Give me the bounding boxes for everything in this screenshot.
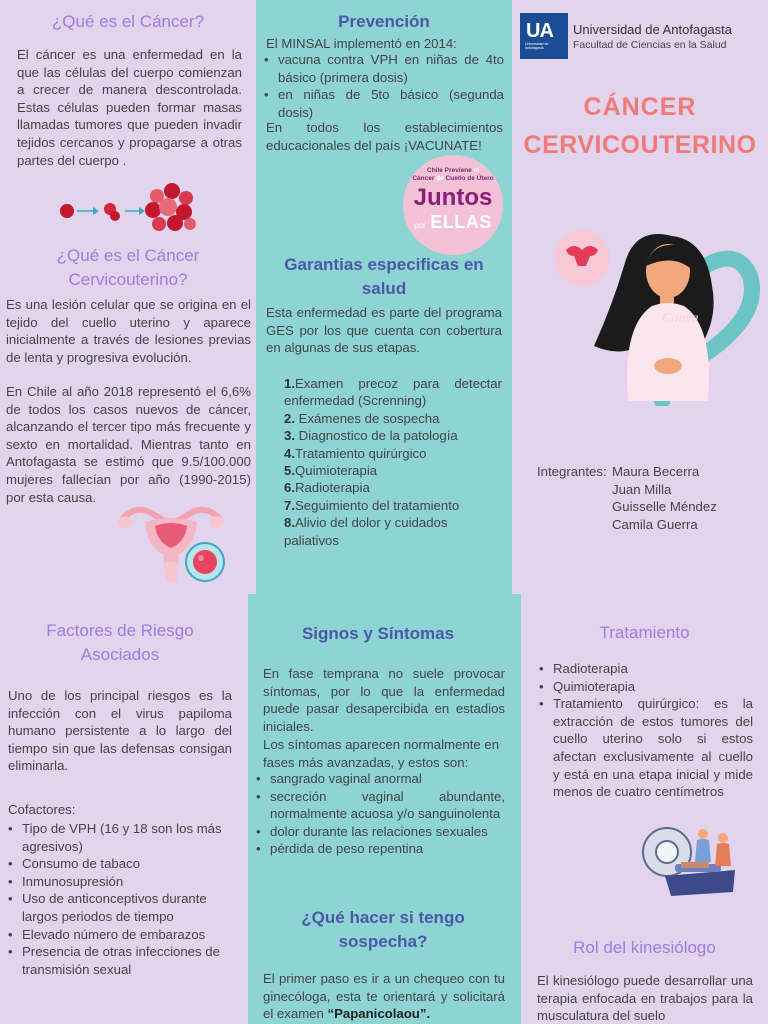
list-item: • dolor durante las relaciones sexuales (248, 823, 505, 841)
members-label: Integrantes: (537, 464, 607, 479)
badge-line-2: Cáncer de Cuello de Útero (412, 175, 494, 182)
ges-stages-list (268, 375, 502, 549)
list-item: 8.Alivio del dolor y cuidados paliativos (284, 515, 448, 548)
treatment-list (531, 660, 753, 801)
panel-prevention (256, 0, 512, 594)
kinesiologist-text: El kinesiólogo puede desarrollar una terapia enfocada en trabajos para la musculatura del suelo (537, 973, 753, 1024)
heading-ges-guarantees: Garantias especificas en salud (284, 255, 484, 298)
uterus-illustration (115, 500, 227, 588)
heading-what-is-cancer: ¿Qué es el Cáncer? (51, 12, 205, 31)
symptoms-list (248, 770, 505, 858)
list-item: • Tipo de VPH (16 y 18 son los más agresivos) (0, 820, 222, 855)
list-item: • Inmunosupresión (0, 873, 222, 891)
panel-risk-factors (0, 594, 248, 1024)
member-name: Maura Becerra (612, 464, 700, 479)
symptoms-early-text: En fase temprana no suele provocar síntomas, por lo que la enfermedad puede pasar desapercibida en estadios iniciales. (263, 666, 505, 734)
list-item: 6.Radioterapia (284, 480, 370, 496)
university-logo: UA Universidad de Antofagasta (520, 13, 568, 59)
list-item: • Uso de anticonceptivos durante largos periodos de tiempo (0, 890, 222, 925)
what-to-do-text: El primer paso es ir a un chequeo con tu ginecóloga, esta te orientará y solicitará el examen “Papanicolaou”. (263, 971, 505, 1022)
panel-cover (512, 0, 768, 594)
cancer-intro-text: El cáncer es una enfermedad en la que las células del cuerpo comienzan a crecer de manera descontrolada. Estas células pueden formar masas llamadas tumores que pueden invadir tejidos cercanos y propagarse a otras partes del cuerpo . (17, 47, 242, 168)
list-item: • pérdida de peso repentina (248, 840, 505, 858)
list-item: 5.Quimioterapia (284, 463, 378, 479)
svg-text:Canva: Canva (662, 311, 699, 326)
prevention-lead: El MINSAL implementó en 2014: (266, 36, 457, 51)
heading-what-is-cervical-cancer: ¿Qué es el Cáncer Cervicouterino? (56, 246, 200, 289)
heading-signs-symptoms: Signos y Síntomas (301, 624, 455, 643)
panel-what-is-cancer (0, 0, 256, 594)
panel-symptoms (248, 594, 521, 1024)
badge-line-1: Chile Previene el (426, 167, 480, 174)
cervical-cancer-stats: En Chile al año 2018 representó el 6,6% de todos los casos nuevos de cáncer, alcanzando el tercer tipo más frecuente y sexto en mortalidad. Mientras tanto en Antofagasta se estimó que 9.5/100.000 mujeres fallecían por año (1990-2015) por esta causa. (6, 384, 251, 505)
list-item: 3. Diagnostico de la patología (284, 428, 458, 444)
university-name: Universidad de Antofagasta (573, 22, 732, 37)
heading-risk-factors: Factores de Riesgo Asociados (46, 621, 194, 664)
title-line-1: CÁNCER (583, 93, 697, 121)
title-line-2: CERVICOUTERINO (523, 131, 757, 159)
list-item: • en niñas de 5to básico (segunda dosis) (256, 86, 504, 121)
member-name: Juan Milla (612, 481, 672, 497)
ges-description: Esta enfermedad es parte del programa GES por los que cuenta con cobertura en algunas de sus etapas. (266, 305, 502, 356)
juntos-por-ellas-badge (403, 155, 503, 255)
list-item: • vacuna contra VPH en niñas de 4to básico (primera dosis) (256, 51, 504, 86)
panel-treatment (521, 594, 768, 1024)
heading-treatment: Tratamiento (599, 623, 690, 642)
heading-what-to-do: ¿Qué hacer si tengo sospecha? (301, 908, 465, 951)
radiotherapy-illustration (641, 822, 737, 900)
list-item: • Radioterapia (531, 660, 753, 678)
heading-kinesiologist-role: Rol del kinesiólogo (573, 938, 716, 957)
list-item: • Consumo de tabaco (0, 855, 222, 873)
prevention-list (256, 51, 504, 121)
list-item: • secreción vaginal abundante, normalmente acuosa y/o sanguinolenta (248, 788, 505, 823)
list-item: • Presencia de otras infecciones de transmisión sexual (0, 943, 222, 978)
list-item: 2. Exámenes de sospecha (284, 410, 440, 426)
faculty-name: Facultad de Ciencias en la Salud (573, 39, 727, 51)
woman-with-ribbon-illustration (552, 226, 762, 406)
cofactors-label: Cofactores: (8, 802, 76, 817)
badge-juntos: Juntos (413, 184, 493, 211)
cervical-cancer-definition: Es una lesión celular que se origina en el tejido del cuello uterino y aparece inicialmente a través de lesiones previas de lenta y progresiva evolución. (6, 297, 251, 365)
list-item: • Elevado número de embarazos (0, 926, 222, 944)
members-list (612, 463, 717, 533)
list-item: 7.Seguimiento del tratamiento (284, 497, 460, 513)
list-item: • sangrado vaginal anormal (248, 770, 505, 788)
member-name: Camila Guerra (612, 516, 698, 532)
list-item: 4.Tratamiento quirúrgico (284, 445, 427, 461)
list-item: • Tratamiento quirúrgico: es la extracción de estos tumores del cuello uterino solo si estos afectan exclusivamente al cuello y está en una etapa inicial y mide menos de cuatro centímetros (531, 695, 753, 801)
list-item: • Quimioterapia (531, 678, 753, 696)
symptoms-late-text: Los síntomas aparecen normalmente en fases más avanzadas, y estos son: (263, 737, 500, 770)
list-item: 1.Examen precoz para detectar enfermedad (Screnning) (284, 376, 502, 409)
badge-por-ellas: por ELLAS (414, 212, 492, 232)
member-name: Guisselle Méndez (612, 499, 717, 515)
prevention-closing: En todos los establecimientos educacionales del país ¡VACUNATE! (266, 120, 503, 153)
cofactors-list (0, 820, 222, 978)
risk-factors-text: Uno de los principal riesgos es la infección con el virus papiloma humano persistente a lo largo del tiempo sin que las defensas consigan eliminarla. (8, 688, 232, 774)
heading-prevention: Prevención (338, 12, 430, 31)
cell-growth-illustration (55, 176, 205, 234)
